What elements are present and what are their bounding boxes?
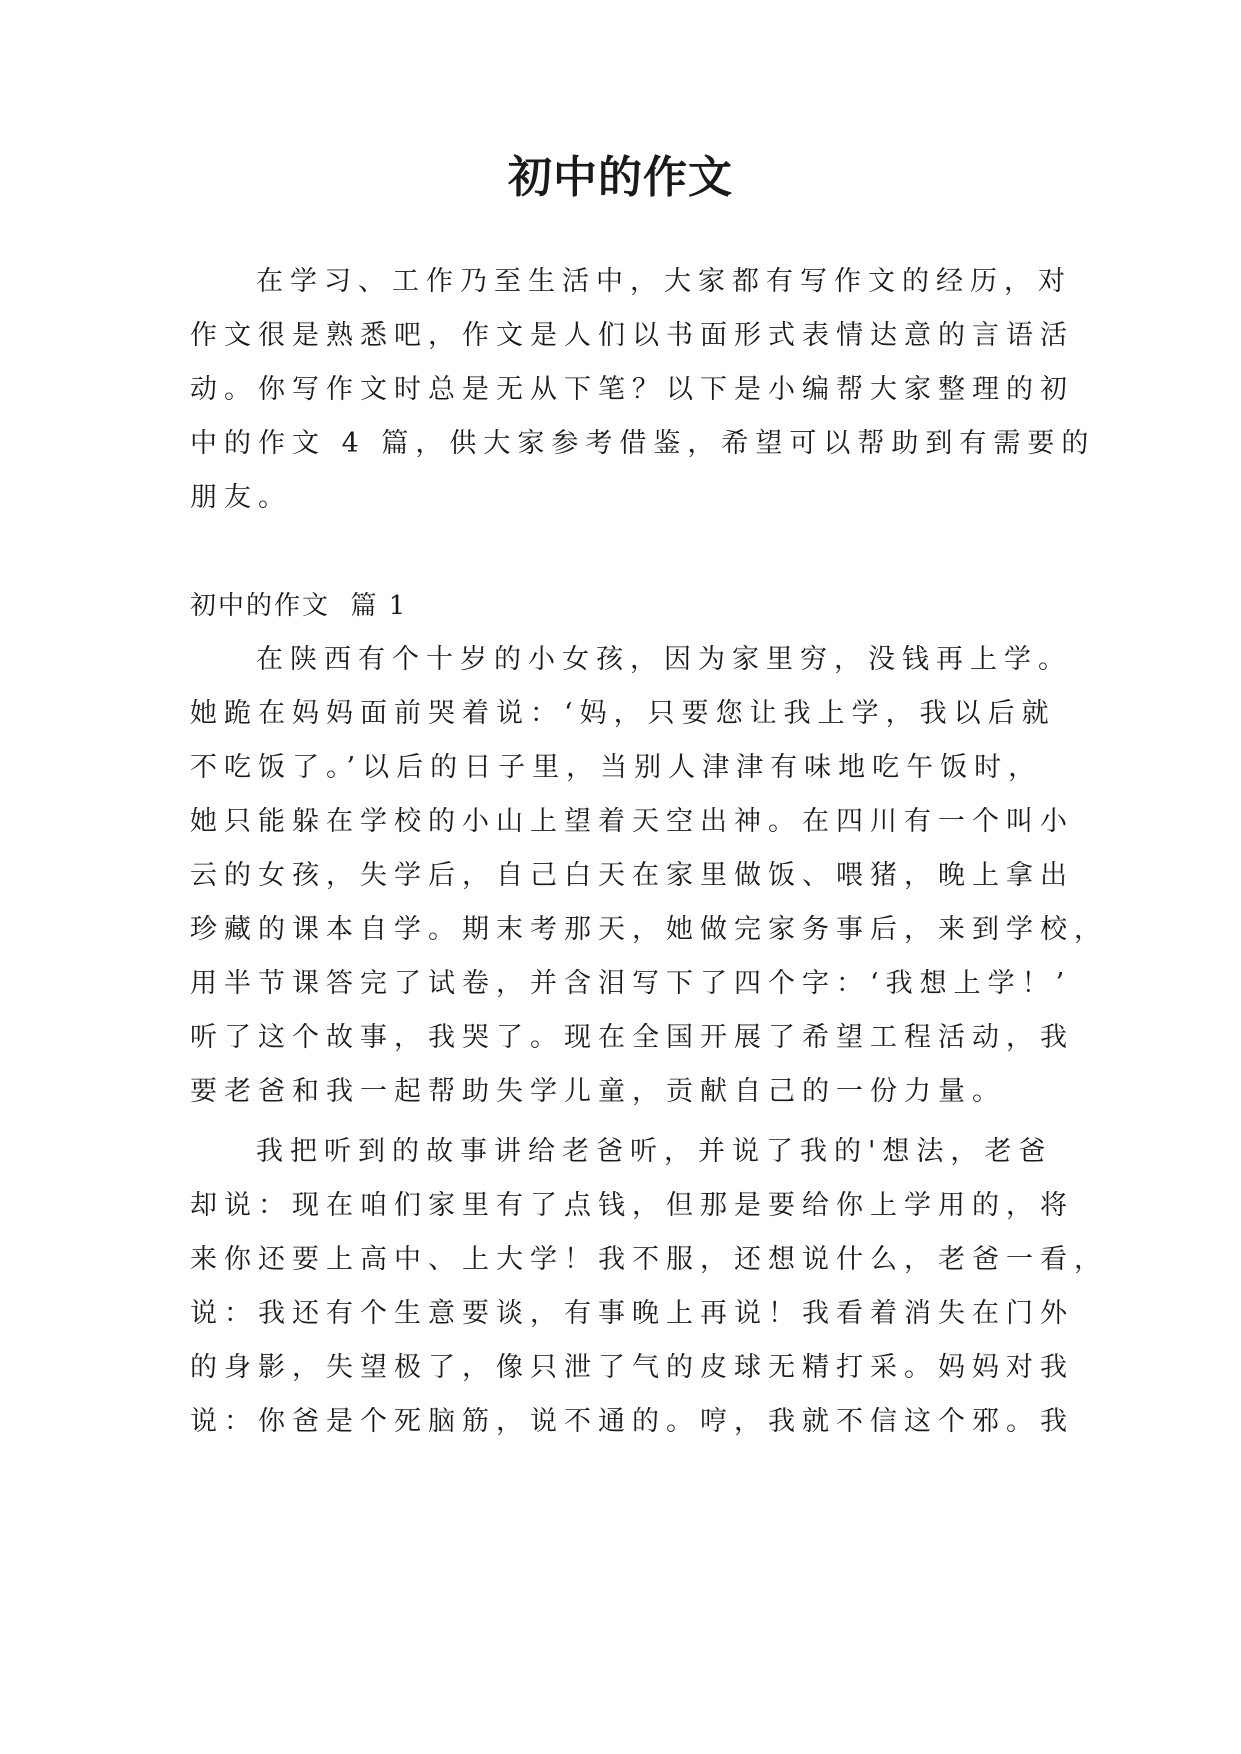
paragraph-line: 在陕西有个十岁的小女孩，因为家里穷，没钱再上学。 bbox=[256, 644, 1072, 675]
paragraph-line: 她只能躲在学校的小山上望着天空出神。在四川有一个叫小 bbox=[190, 806, 1074, 837]
paragraph-line: 珍藏的课本自学。期末考那天，她做完家务事后，来到学校， bbox=[190, 914, 1108, 945]
paragraph-line: 说：我还有个生意要谈，有事晚上再说！我看着消失在门外 bbox=[190, 1298, 1074, 1329]
paragraph-line: 我把听到的故事讲给老爸听，并说了我的'想法，老爸 bbox=[256, 1136, 1053, 1167]
paragraph-line: 云的女孩，失学后，自己白天在家里做饭、喂猪，晚上拿出 bbox=[190, 860, 1074, 891]
paragraph-line: 她跪在妈妈面前哭着说：‘妈，只要您让我上学，我以后就 bbox=[190, 698, 1056, 729]
section-heading: 初中的作文 篇 1 bbox=[190, 591, 408, 621]
document-title: 初中的作文 bbox=[508, 152, 733, 203]
paragraph-line: 却说：现在咱们家里有了点钱，但那是要给你上学用的，将 bbox=[190, 1190, 1074, 1221]
paragraph-line: 来你还要上高中、上大学！我不服，还想说什么，老爸一看， bbox=[190, 1244, 1108, 1275]
paragraph-line: 用半节课答完了试卷，并含泪写下了四个字：‘我想上学！’ bbox=[190, 968, 1072, 999]
paragraph-line: 要老爸和我一起帮助失学儿童，贡献自己的一份力量。 bbox=[190, 1076, 1006, 1107]
paragraph-line: 的身影，失望极了，像只泄了气的皮球无精打采。妈妈对我 bbox=[190, 1352, 1074, 1383]
intro-line: 在学习、工作乃至生活中，大家都有写作文的经历，对 bbox=[256, 266, 1072, 297]
intro-line: 作文很是熟悉吧，作文是人们以书面形式表情达意的言语活 bbox=[190, 320, 1074, 351]
paragraph-line: 听了这个故事，我哭了。现在全国开展了希望工程活动，我 bbox=[190, 1022, 1074, 1053]
intro-line: 中的作文 4 篇，供大家参考借鉴，希望可以帮助到有需要的 bbox=[190, 428, 1096, 459]
paragraph-line: 不吃饭了。’以后的日子里，当别人津津有味地吃午饭时， bbox=[190, 752, 1043, 783]
intro-line: 朋友。 bbox=[190, 482, 292, 513]
intro-line: 动。你写作文时总是无从下笔？以下是小编帮大家整理的初 bbox=[190, 374, 1074, 405]
paragraph-line: 说：你爸是个死脑筋，说不通的。哼，我就不信这个邪。我 bbox=[190, 1406, 1074, 1437]
